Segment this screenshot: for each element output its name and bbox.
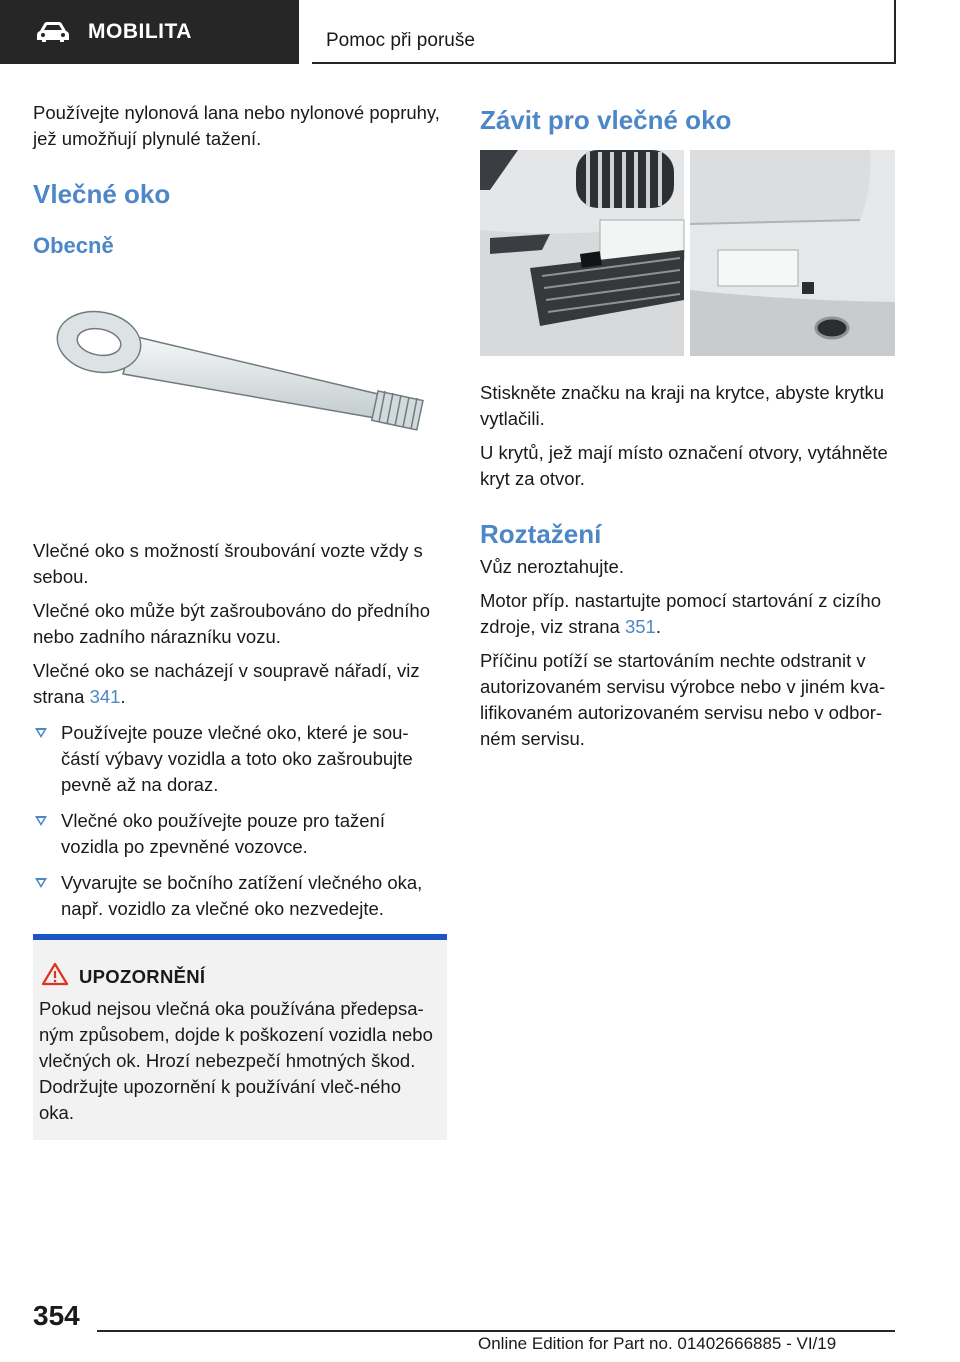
right-column: [480, 100, 900, 760]
heading-jump-start: Roztažení: [480, 519, 602, 549]
section-tab: [0, 0, 299, 64]
bullet-triangle-icon: [35, 816, 47, 826]
chapter-title: Pomoc při poruše: [326, 30, 475, 51]
instruction-list: [33, 720, 447, 922]
section-title: MOBILITA: [88, 20, 192, 43]
paragraph-no-push: Vůz neroztahujte.: [480, 556, 624, 577]
paragraph-pull-cover: U krytů, jež mají místo označení otvory, vytáhněte kryt za otvor.: [480, 442, 888, 489]
paragraph-carry: Vlečné oko s možností šroubování vozte vždy s sebou.: [33, 540, 423, 587]
warning-title: UPOZORNĚNÍ: [79, 966, 206, 987]
footer-divider: [97, 1330, 895, 1332]
warning-text: Pokud nejsou vlečná oka používána předepsa‐ným způsobem, dojde k poškození vozidla nebo vlečných ok. Hrozí nebezpečí hmotných škod. Dodržujte upozornění k používání vleč‐ného oka.: [39, 998, 433, 1123]
intro-paragraph: Používejte nylonová lana nebo nylonové popruhy, jež umožňují plynulé tažení.: [33, 102, 440, 149]
list-item: Používejte pouze vlečné oko, které je sou‐částí výbavy vozidla a toto oko zašroubujte pevně až na doraz.: [33, 720, 447, 798]
heading-general: Obecně: [33, 233, 114, 258]
bumper-photos: [480, 150, 895, 356]
paragraph-external-start: Motor příp. nastartujte pomocí startování z cizího zdroje, viz strana 351.: [480, 590, 882, 637]
page-link-341[interactable]: 341: [89, 686, 121, 707]
tow-eye-illustration: [33, 276, 447, 516]
edition-text: Online Edition for Part no. 01402666885 - VI/19: [478, 1334, 837, 1353]
bullet-triangle-icon: [35, 728, 47, 738]
heading-thread: Závit pro vlečné oko: [480, 105, 732, 135]
warning-triangle-icon: [41, 962, 69, 986]
paragraph-location: Vlečné oko se nacházejí v soupravě nářadí, viz strana 341.: [33, 660, 420, 707]
warning-box: [33, 934, 447, 1140]
list-item: Vyvarujte se bočního zatížení vlečného oka, např. vozidlo za vlečné oko nezvedejte.: [33, 870, 447, 922]
paragraph-mount: Vlečné oko může být zašroubováno do předního nebo zadního nárazníku vozu.: [33, 600, 430, 647]
car-icon: [36, 21, 70, 43]
chapter-header: [312, 0, 896, 64]
paragraph-service: Příčinu potíží se startováním nechte odstranit v autorizovaném servisu výrobce nebo v jiném kva‐lifikovaném autorizovaném servisu nebo v odbor‐ném servisu.: [480, 650, 886, 749]
page-link-351[interactable]: 351: [624, 616, 656, 637]
heading-tow-eye: Vlečné oko: [33, 179, 171, 209]
bullet-triangle-icon: [35, 878, 47, 888]
paragraph-press-mark: Stiskněte značku na kraji na krytce, abyste krytku vytlačili.: [480, 382, 885, 429]
list-item: Vlečné oko používejte pouze pro tažení vozidla po zpevněné vozovce.: [33, 808, 447, 860]
page-number: 354: [33, 1300, 80, 1331]
left-column: [33, 100, 447, 968]
